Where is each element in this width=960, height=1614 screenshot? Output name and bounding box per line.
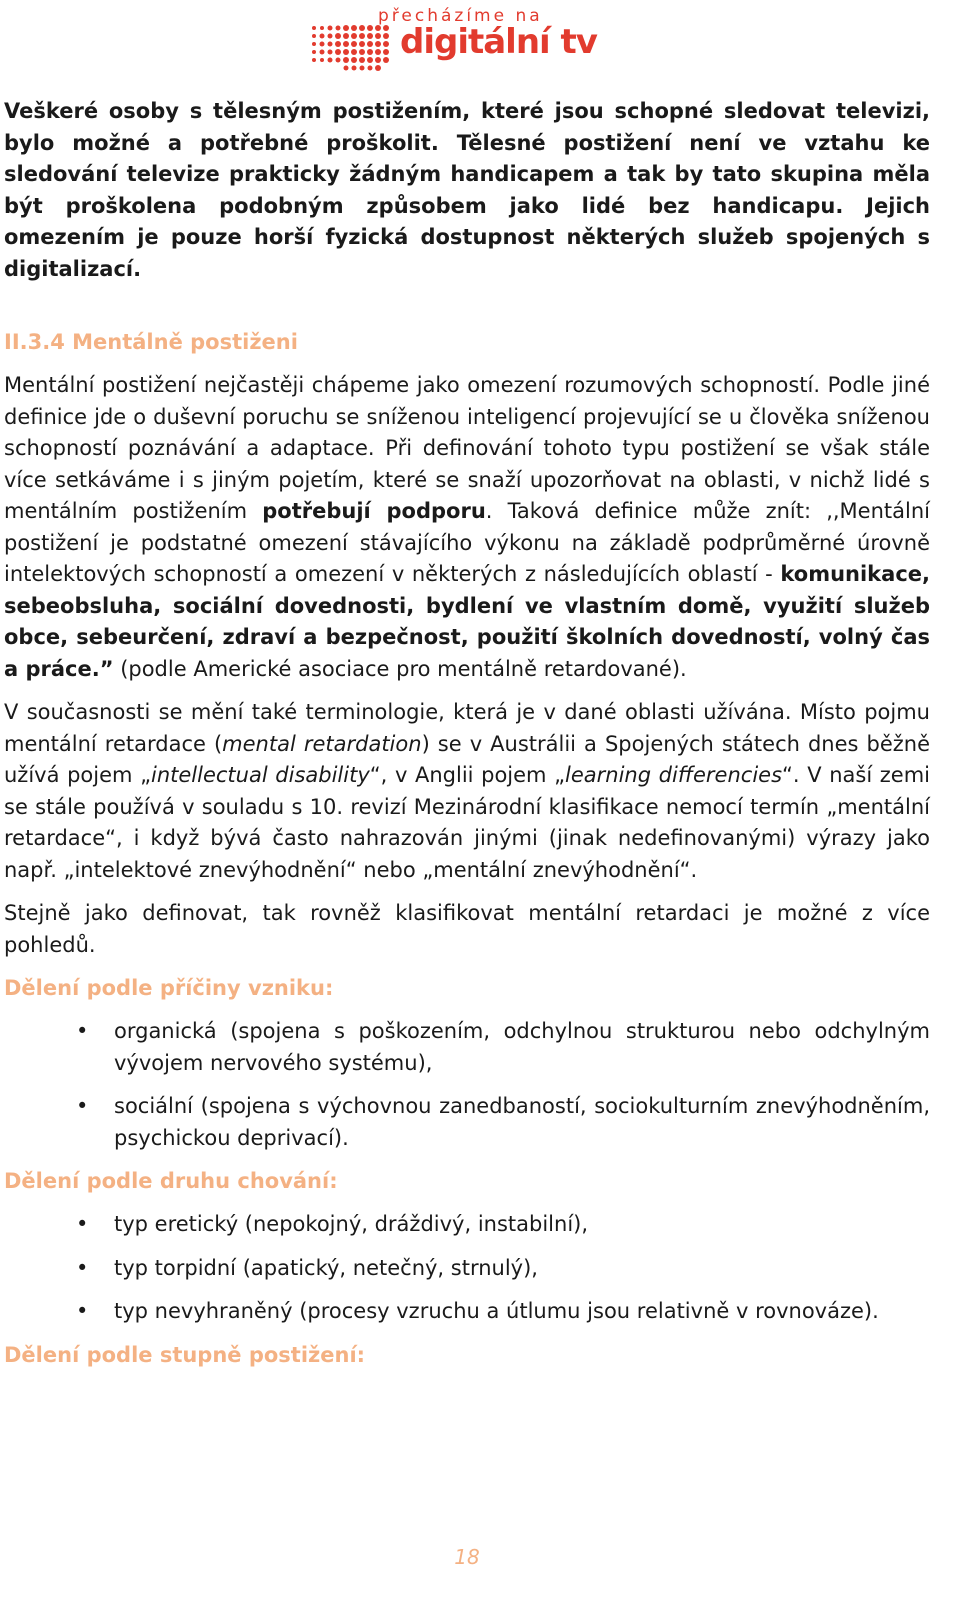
bullet-icon: • [76, 1019, 89, 1043]
bullet-icon: • [76, 1255, 89, 1280]
text-run: Mentální postižení nejčastěji chápeme jako omezení rozumových schopností. Podle jiné definice jde o duševní poruchu se sníženou inteligencí projevující se u člověka sníženou schopností poznávání a adaptace. Při definování tohoto typu postižení se však stále více setkáváme i s jiným pojetím, které se snaží upozorňovat na oblasti, v nichž lidé s mentálním postižením [4, 373, 930, 523]
classification-paragraph: Stejně jako definovat, tak rovněž klasifikovat mentální retardaci je možné z více pohledů. [4, 901, 930, 957]
text-run: “. V naší zemi se stále používá v souladu s 10. revizí Mezinárodní klasifikace nemocí termín „mentální retardace“, i když bývá často nahrazován jinými (jinak nedefinovanými) výrazy jako např. „intelektové znevýhodnění“ nebo „mentální znevýhodnění“. [4, 763, 931, 882]
definition-paragraph [4, 370, 930, 685]
list-item-text: organická (spojena s poškozením, odchylnou strukturou nebo odchylným vývojem nervového systému), [114, 1019, 930, 1075]
list-item [4, 1091, 930, 1154]
behavior-list [4, 1209, 930, 1328]
page-number: 18 [454, 1545, 480, 1569]
logo-tagline: přecházíme na [378, 6, 543, 26]
behavior-heading: Dělení podle druhu chování: [4, 1169, 338, 1193]
list-item [4, 1296, 930, 1328]
list-item [4, 1209, 930, 1241]
list-item [4, 1016, 930, 1079]
degree-heading: Dělení podle stupně postižení: [4, 1342, 366, 1367]
text-run: ) se v Austrálii a Spojených státech dnes běžně užívá pojem „ [4, 731, 931, 787]
logo-wordmark: digitální tv [400, 22, 597, 62]
bold-run: potřebují podporu [262, 499, 486, 523]
list-item-text: typ nevyhraněný (procesy vzruchu a útlumu jsou relativně v rovnováze). [114, 1299, 879, 1323]
logo-dots-icon [308, 18, 398, 74]
bullet-icon: • [76, 1299, 89, 1323]
cause-heading: Dělení podle příčiny vzniku: [4, 976, 334, 1000]
section-heading: II.3.4 Mentálně postiženi [4, 330, 298, 354]
text-run: (podle Americké asociace pro mentálně retardované). [113, 656, 687, 681]
italic-run: learning differencies [565, 763, 783, 787]
terminology-paragraph [4, 697, 930, 886]
italic-run: mental retardation [222, 731, 422, 756]
italic-run: intellectual disability [150, 763, 370, 787]
list-item-text: sociální (spojena s výchovnou zanedbaností, sociokulturním znevýhodněním, psychickou deprivací). [114, 1094, 930, 1150]
bold-run: komunikace, sebeobsluha, sociální dovednosti, bydlení ve vlastním domě, využití služeb obce, sebeurčení, zdraví a bezpečnost, použití školních dovedností, volný čas a práce.” [4, 562, 930, 681]
logo [308, 4, 598, 74]
text-run: “, v Anglii pojem „ [369, 763, 566, 787]
list-item [4, 1253, 930, 1285]
list-item-text: typ torpidní (apatický, netečný, strnulý), [114, 1255, 538, 1280]
bullet-icon: • [76, 1212, 89, 1236]
document-body [4, 96, 930, 1383]
text-run: V současnosti se mění také terminologie, která je v dané oblasti užívána. Místo pojmu mentální retardace ( [4, 700, 930, 756]
text-run: . Taková definice může znít: ,,Mentální postižení je podstatné omezení stávajícího výkonu na základě podprůměrné úrovně intelektových schopností a omezení v některých z následujících oblastí - [4, 499, 930, 586]
cause-list [4, 1016, 930, 1154]
list-item-text: typ eretický (nepokojný, dráždivý, instabilní), [114, 1212, 589, 1236]
intro-paragraph: Veškeré osoby s tělesným postižením, které jsou schopné sledovat televizi, bylo možné a potřebné proškolit. Tělesné postižení není ve vztahu ke sledování televize prakticky žádným handicapem a tak by tato skupina měla být proškolena podobným způsobem jako lidé bez handicapu. Jejich omezením je pouze horší fyzická dostupnost některých služeb spojených s digitalizací. [4, 99, 930, 281]
bullet-icon: • [76, 1094, 89, 1118]
